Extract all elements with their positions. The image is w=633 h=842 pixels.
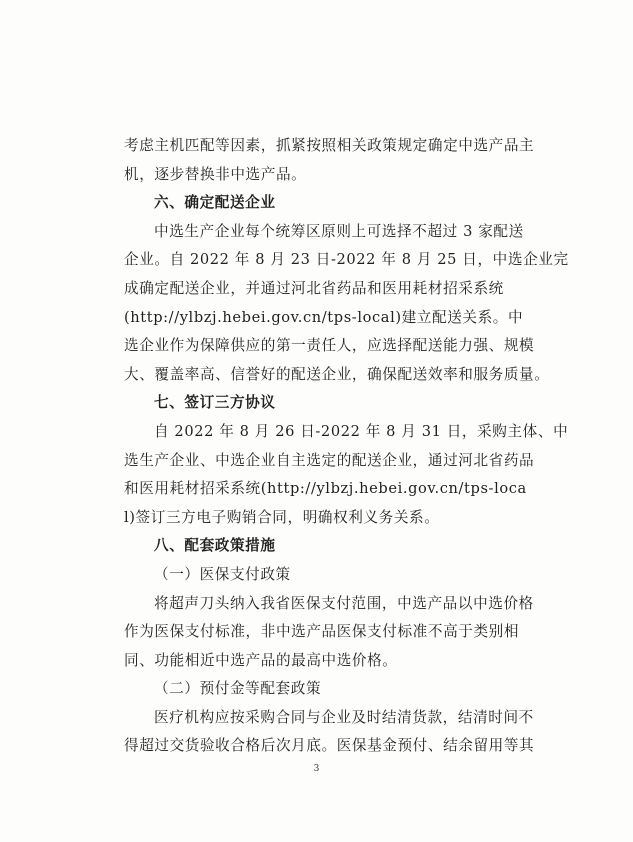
body-line: 成确定配送企业，并通过河北省药品和医用耗材招采系统 — [124, 279, 504, 297]
body-line: 选企业作为保障供应的第一责任人，应选择配送能力强、规模 — [124, 337, 535, 355]
body-line: 医疗机构应按采购合同与企业及时结清货款，结清时间不 — [154, 708, 534, 726]
section-heading-7: 七、签订三方协议 — [154, 394, 276, 412]
page-number: 3 — [313, 764, 320, 774]
subsection-heading-2: （二）预付金等配套政策 — [154, 680, 322, 698]
body-line: 企业。自 2022 年 8 月 23 日-2022 年 8 月 25 日，中选企业完 — [124, 251, 569, 269]
body-line: 中选生产企业每个统筹区原则上可选择不超过 3 家配送 — [154, 222, 524, 240]
body-line: 机，逐步替换非中选产品。 — [124, 165, 307, 183]
body-line: 考虑主机匹配等因素，抓紧按照相关政策规定确定中选产品主 — [124, 137, 535, 154]
body-line: 和医用耗材招采系统(http://ylbzj.hebei.gov.cn/tps-loca — [124, 480, 527, 498]
subsection-heading-1: （一）医保支付政策 — [154, 565, 291, 583]
section-heading-8: 八、配套政策措施 — [154, 537, 276, 555]
body-line: l)签订三方电子购销合同，明确权利义务关系。 — [124, 508, 440, 526]
body-line: 选生产企业、中选企业自主选定的配送企业，通过河北省药品 — [124, 451, 535, 469]
body-line: 同、功能相近中选产品的最高中选价格。 — [124, 651, 398, 669]
body-line: 作为医保支付标准，非中选产品医保支付标准不高于类别相 — [124, 623, 520, 641]
body-line: (http://ylbzj.hebei.gov.cn/tps-local)建立配送关系。中 — [124, 308, 524, 326]
document-body — [124, 132, 569, 761]
body-line: 将超声刀头纳入我省医保支付范围，中选产品以中选价格 — [154, 594, 534, 612]
body-line: 自 2022 年 8 月 26 日-2022 年 8 月 31 日，采购主体、中 — [154, 422, 569, 440]
body-line: 得超过交货验收合格后次月底。医保基金预付、结余留用等其 — [124, 737, 535, 755]
section-heading-6: 六、确定配送企业 — [154, 194, 276, 212]
body-line: 大、覆盖率高、信誉好的配送企业，确保配送效率和服务质量。 — [124, 365, 550, 383]
